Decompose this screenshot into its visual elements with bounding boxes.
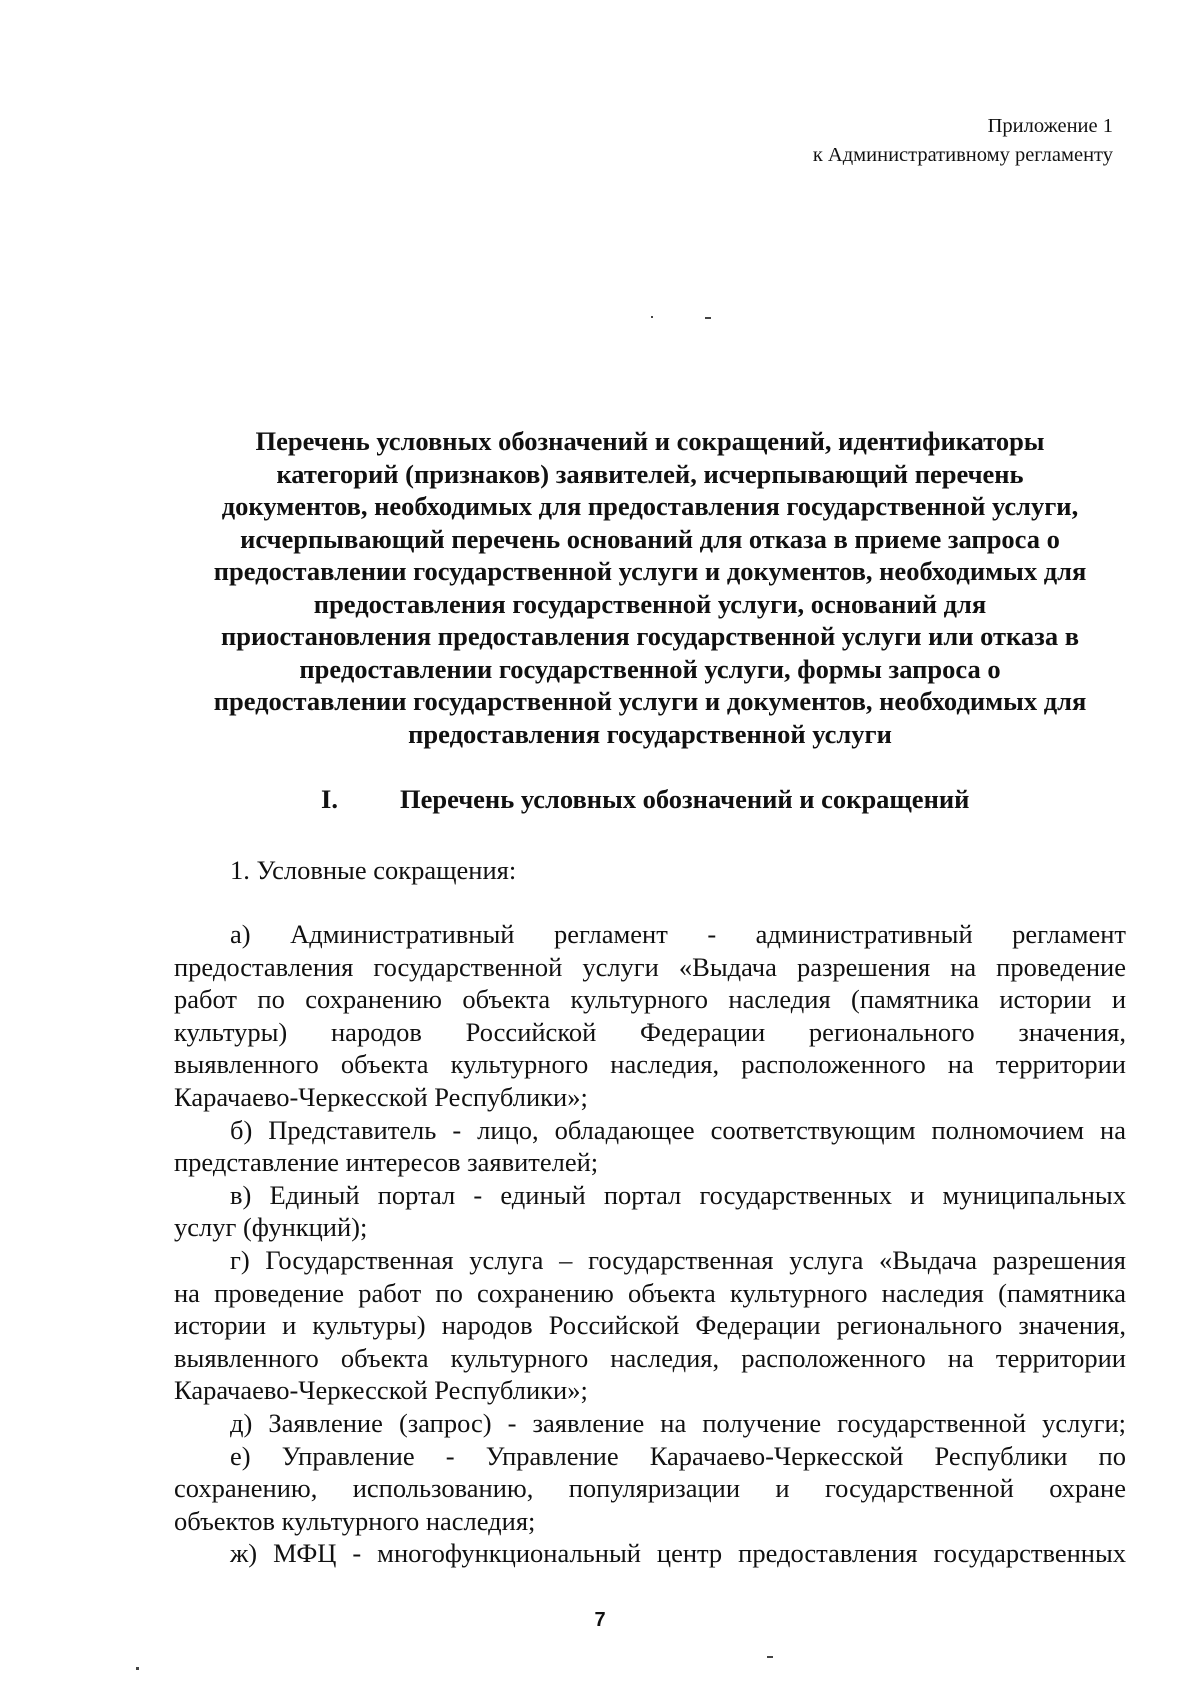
- paragraph-line: объектов культурного наследия;: [174, 1505, 536, 1536]
- title-line: предоставления государственной услуги: [408, 718, 892, 749]
- appendix-header: [813, 112, 1113, 170]
- paragraph-line: предоставления государственной услуги «Выдача разрешения на проведение: [174, 951, 1126, 982]
- paragraph-line: работ по сохранению объекта культурного наследия (памятника истории и: [174, 984, 1126, 1015]
- title-line: предоставлении государственной услуги, формы запроса о: [299, 653, 1001, 684]
- title-line: предоставлении государственной услуги и документов, необходимых для: [213, 556, 1087, 586]
- paragraph-line: е) Управление - Управление Карачаево-Черкесской Республики по: [230, 1440, 1126, 1471]
- appendix-line-1: Приложение 1: [987, 115, 1113, 137]
- paragraph-line: г) Государственная услуга – государственная услуга «Выдача разрешения: [230, 1244, 1126, 1275]
- scan-speck: [705, 317, 711, 319]
- paragraph-line: сохранению, использованию, популяризации и государственной охране: [174, 1473, 1126, 1504]
- title-line: Перечень условных обозначений и сокращений, идентификаторы: [255, 426, 1045, 456]
- paragraph-line: б) Представитель - лицо, обладающее соответствующим полномочием на: [230, 1114, 1126, 1145]
- title-line: приостановления предоставления государственной услуги или отказа в: [220, 621, 1080, 651]
- abbreviations-list: [174, 918, 1126, 1570]
- title-line: предоставлении государственной услуги и документов, необходимых для: [213, 686, 1087, 716]
- paragraph-line: в) Единый портал - единый портал государственных и муниципальных: [230, 1179, 1126, 1210]
- scan-speck: [136, 1667, 139, 1670]
- paragraph-line: д) Заявление (запрос) - заявление на получение государственной услуги;: [230, 1407, 1126, 1438]
- paragraph-line: ж) МФЦ - многофункциональный центр предоставления государственных: [230, 1538, 1126, 1569]
- paragraph-line: услуг (функций);: [174, 1212, 368, 1243]
- paragraph-line: культуры) народов Российской Федерации регионального значения,: [174, 1016, 1126, 1047]
- section-number: I.: [321, 784, 338, 814]
- paragraph-line: представление интересов заявителей;: [174, 1147, 599, 1178]
- document-title: [140, 425, 1160, 750]
- list-heading: 1. Условные сокращения:: [230, 855, 517, 885]
- title-line: документов, необходимых для предоставления государственной услуги,: [221, 491, 1079, 521]
- paragraph-line: а) Административный регламент - административный регламент: [230, 919, 1126, 949]
- paragraph-line: истории и культуры) народов Российской Федерации регионального значения,: [174, 1310, 1126, 1341]
- appendix-line-2: к Административному регламенту: [812, 144, 1113, 166]
- page-number: 7: [594, 1609, 606, 1631]
- scan-speck: [767, 1656, 773, 1658]
- paragraph-line: выявленного объекта культурного наследия, расположенного на территории: [174, 1049, 1126, 1080]
- title-line: категорий (признаков) заявителей, исчерпывающий перечень: [276, 458, 1024, 489]
- paragraph-line: выявленного объекта культурного наследия, расположенного на территории: [174, 1342, 1126, 1373]
- paragraph-line: на проведение работ по сохранению объекта культурного наследия (памятника: [174, 1277, 1126, 1308]
- paragraph-line: Карачаево-Черкесской Республики»;: [174, 1081, 588, 1112]
- paragraph-line: Карачаево-Черкесской Республики»;: [174, 1375, 588, 1406]
- section-title: Перечень условных обозначений и сокращений: [400, 784, 970, 814]
- title-line: исчерпывающий перечень оснований для отказа в приеме запроса о: [240, 523, 1060, 554]
- scan-speck: [651, 316, 653, 318]
- title-line: предоставления государственной услуги, оснований для: [313, 588, 987, 619]
